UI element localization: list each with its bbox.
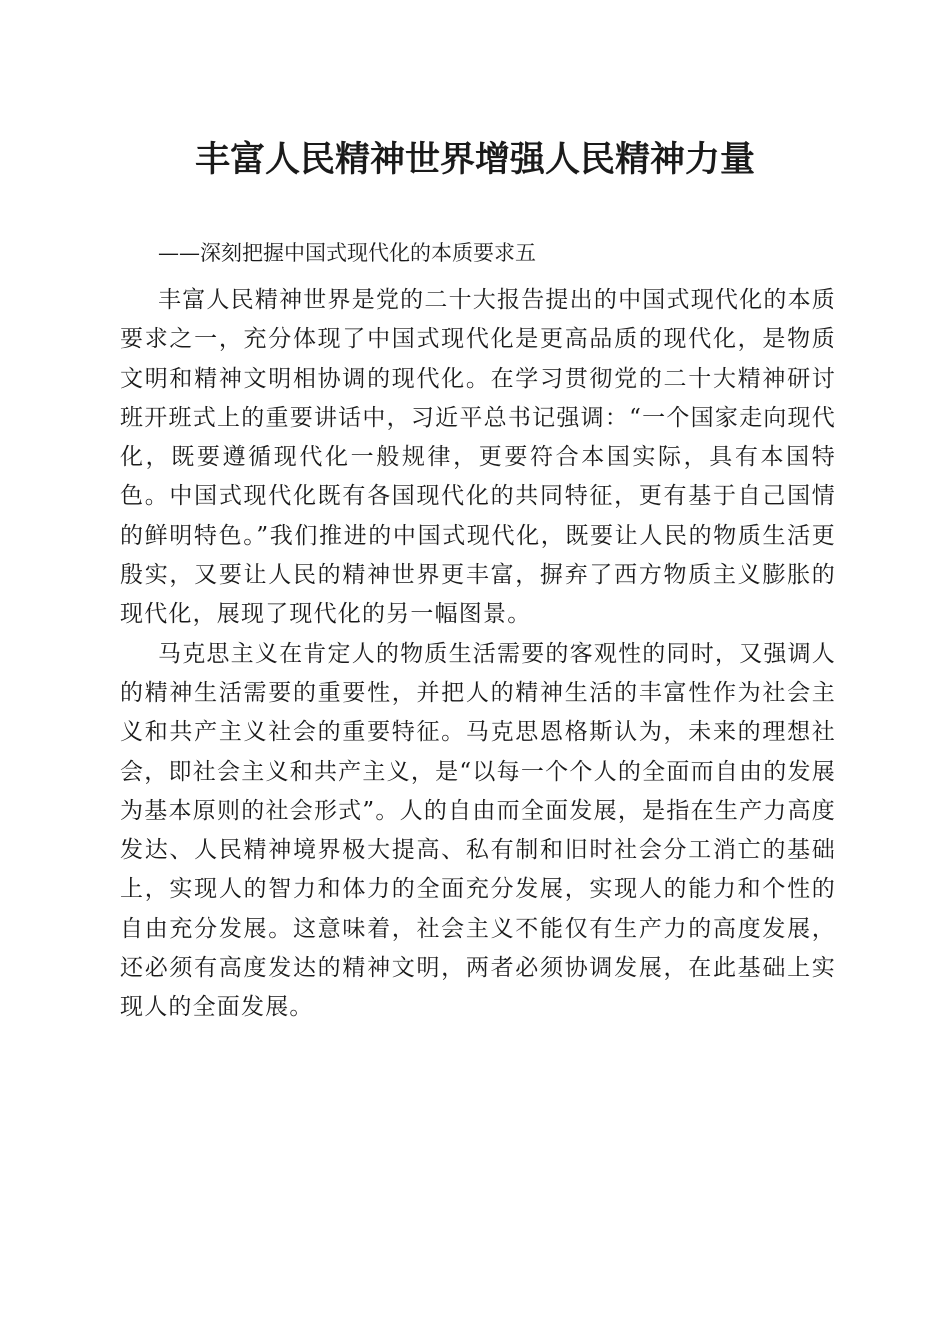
document-subtitle: ——深刻把握中国式现代化的本质要求五 — [158, 241, 536, 265]
document-body — [120, 281, 836, 1028]
paragraph: 马克思主义在肯定人的物质生活需要的客观性的同时，又强调人的精神生活需要的重要性，并把人的精神生活的丰富性作为社会主义和共产主义社会的重要特征。马克思恩格斯认为，未来的理想社会，即社会主义和共产主义，是“以每一个个人的全面而自由的发展为基本原则的社会形式”。人的自由而全面发展，是指在生产力高度发达、人民精神境界极大提高、私有制和旧时社会分工消亡的基础上，实现人的智力和体力的全面充分发展，实现人的能力和个性的自由充分发展。这意味着，社会主义不能仅有生产力的高度发展，还必须有高度发达的精神文明，两者必须协调发展，在此基础上实现人的全面发展。 — [120, 640, 836, 1021]
paragraph: 丰富人民精神世界是党的二十大报告提出的中国式现代化的本质要求之一，充分体现了中国式现代化是更高品质的现代化，是物质文明和精神文明相协调的现代化。在学习贯彻党的二十大精神研讨班开班式上的重要讲话中，习近平总书记强调：“一个国家走向现代化，既要遵循现代化一般规律，更要符合本国实际，具有本国特色。中国式现代化既有各国现代化的共同特征，更有基于自己国情的鲜明特色。”我们推进的中国式现代化，既要让人民的物质生活更殷实，又要让人民的精神世界更丰富，摒弃了西方物质主义膨胀的现代化，展现了现代化的另一幅图景。 — [120, 287, 836, 628]
document-title: 丰富人民精神世界增强人民精神力量 — [194, 139, 755, 180]
